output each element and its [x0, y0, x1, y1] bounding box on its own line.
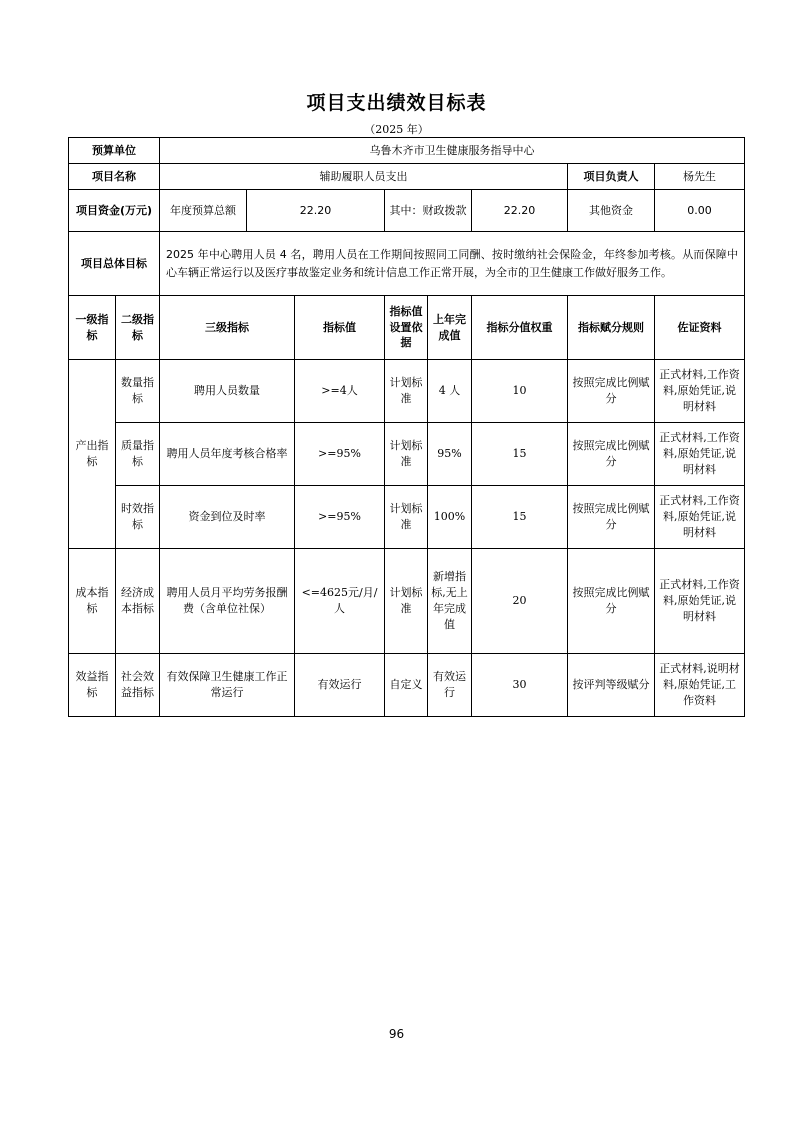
- last-year-cell: 100%: [428, 486, 472, 549]
- value-cell: 有效运行: [295, 654, 385, 717]
- last-year-cell: 新增指标,无上年完成值: [428, 549, 472, 654]
- level2-cell: 时效指标: [116, 486, 160, 549]
- level2-cell: 数量指标: [116, 360, 160, 423]
- col-basis: 指标值设置依据: [385, 296, 428, 360]
- project-name-label: 项目名称: [69, 164, 160, 190]
- basis-cell: 计划标准: [385, 360, 428, 423]
- project-lead-label: 项目负责人: [568, 164, 655, 190]
- project-lead-value: 杨先生: [655, 164, 745, 190]
- last-year-cell: 4 人: [428, 360, 472, 423]
- annual-budget-label: 年度预算总额: [160, 190, 247, 232]
- table-row: [69, 654, 745, 717]
- col-level3: 三级指标: [160, 296, 295, 360]
- col-level2: 二级指标: [116, 296, 160, 360]
- col-last-year: 上年完成值: [428, 296, 472, 360]
- project-name-value: 辅助履职人员支出: [160, 164, 568, 190]
- rule-cell: 按评判等级赋分: [568, 654, 655, 717]
- level2-cell: 经济成本指标: [116, 549, 160, 654]
- weight-cell: 30: [472, 654, 568, 717]
- level3-cell: 有效保障卫生健康工作正常运行: [160, 654, 295, 717]
- level1-cell: 效益指标: [69, 654, 116, 717]
- level3-cell: 资金到位及时率: [160, 486, 295, 549]
- table-row: [69, 549, 745, 654]
- other-funds-label: 其他资金: [568, 190, 655, 232]
- table-row: [69, 423, 745, 486]
- basis-cell: 计划标准: [385, 486, 428, 549]
- goal-label: 项目总体目标: [69, 232, 160, 296]
- weight-cell: 20: [472, 549, 568, 654]
- basis-cell: 计划标准: [385, 423, 428, 486]
- basis-cell: 计划标准: [385, 549, 428, 654]
- weight-cell: 15: [472, 486, 568, 549]
- fiscal-label: 其中：财政拨款: [385, 190, 472, 232]
- last-year-cell: 95%: [428, 423, 472, 486]
- rule-cell: 按照完成比例赋分: [568, 423, 655, 486]
- rule-cell: 按照完成比例赋分: [568, 549, 655, 654]
- evidence-cell: 正式材料,说明材料,原始凭证,工作资料: [655, 654, 745, 717]
- table-row: [69, 486, 745, 549]
- level3-cell: 聘用人员年度考核合格率: [160, 423, 295, 486]
- rule-cell: 按照完成比例赋分: [568, 486, 655, 549]
- other-funds-value: 0.00: [655, 190, 745, 232]
- level3-cell: 聘用人员数量: [160, 360, 295, 423]
- budget-unit-value: 乌鲁木齐市卫生健康服务指导中心: [160, 138, 745, 164]
- weight-cell: 10: [472, 360, 568, 423]
- value-cell: >=95%: [295, 486, 385, 549]
- level1-cell: 产出指标: [69, 360, 116, 549]
- col-weight: 指标分值权重: [472, 296, 568, 360]
- value-cell: >=4人: [295, 360, 385, 423]
- page-number: 96: [388, 1027, 405, 1041]
- basis-cell: 自定义: [385, 654, 428, 717]
- page-title: 项目支出绩效目标表: [306, 92, 487, 114]
- col-rule: 指标赋分规则: [568, 296, 655, 360]
- level1-cell: 成本指标: [69, 549, 116, 654]
- fiscal-value: 22.20: [472, 190, 568, 232]
- level2-cell: 质量指标: [116, 423, 160, 486]
- evidence-cell: 正式材料,工作资料,原始凭证,说明材料: [655, 423, 745, 486]
- level3-cell: 聘用人员月平均劳务报酬费（含单位社保）: [160, 549, 295, 654]
- col-evidence: 佐证资料: [655, 296, 745, 360]
- col-value: 指标值: [295, 296, 385, 360]
- evidence-cell: 正式材料,工作资料,原始凭证,说明材料: [655, 549, 745, 654]
- budget-unit-label: 预算单位: [69, 138, 160, 164]
- funds-label: 项目资金(万元): [69, 190, 160, 232]
- annual-budget-value: 22.20: [247, 190, 385, 232]
- rule-cell: 按照完成比例赋分: [568, 360, 655, 423]
- goal-text: 2025 年中心聘用人员 4 名，聘用人员在工作期间按照同工同酬、按时缴纳社会保险金，年终参加考核。从而保障中心车辆正常运行以及医疗事故鉴定业务和统计信息工作正常开展，为全市的卫生健康工作做好服务工作。: [160, 232, 745, 296]
- value-cell: <=4625元/月/人: [295, 549, 385, 654]
- performance-target-table: [68, 137, 745, 717]
- weight-cell: 15: [472, 423, 568, 486]
- level2-cell: 社会效益指标: [116, 654, 160, 717]
- evidence-cell: 正式材料,工作资料,原始凭证,说明材料: [655, 486, 745, 549]
- last-year-cell: 有效运行: [428, 654, 472, 717]
- evidence-cell: 正式材料,工作资料,原始凭证,说明材料: [655, 360, 745, 423]
- year-subtitle: （2025 年）: [364, 123, 429, 136]
- col-level1: 一级指标: [69, 296, 116, 360]
- table-row: [69, 360, 745, 423]
- value-cell: >=95%: [295, 423, 385, 486]
